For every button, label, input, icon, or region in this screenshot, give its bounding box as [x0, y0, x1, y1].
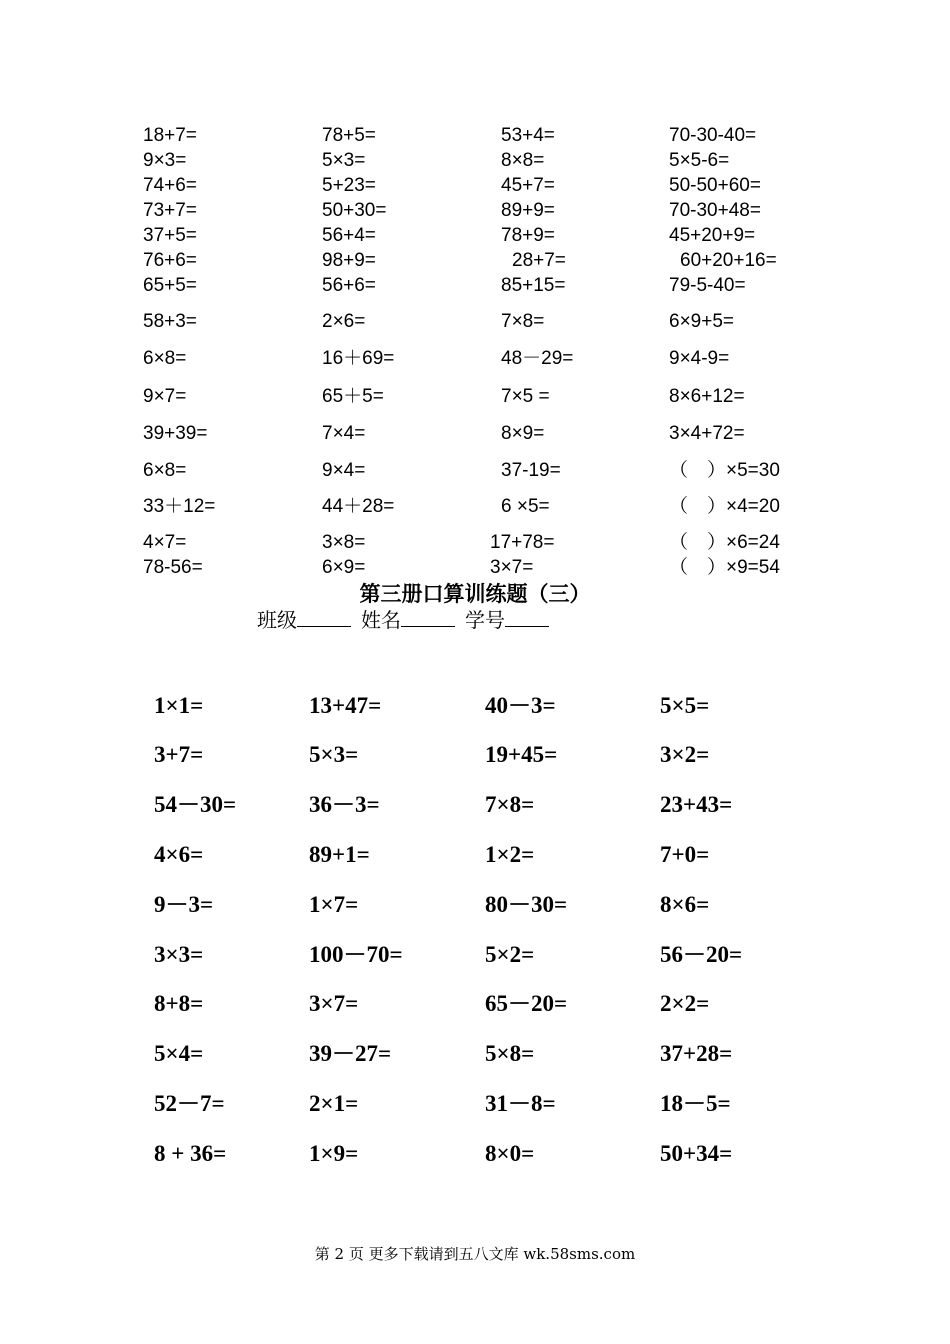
- exercise-item: 2×1=: [309, 1091, 359, 1116]
- exercise-item: 3×8=: [322, 532, 366, 553]
- exercise-item: 89+1=: [309, 842, 370, 867]
- exercise-item: 7+0=: [660, 842, 710, 867]
- exercise-row: [0, 459, 950, 483]
- exercise-item: 37+28=: [660, 1041, 733, 1066]
- exercise-item: 8+8=: [154, 991, 204, 1016]
- exercise-item: 56+6=: [322, 275, 376, 296]
- exercise-row: [0, 174, 950, 198]
- exercise-row: [0, 347, 950, 371]
- exercise-row: [0, 495, 950, 519]
- exercise-item: 5+23=: [322, 175, 376, 196]
- exercise-item: 65＋5=: [322, 386, 384, 407]
- class-blank[interactable]: [297, 606, 351, 627]
- exercise-item: 8 + 36=: [154, 1141, 227, 1166]
- exercise-item: 23+43=: [660, 792, 733, 817]
- exercise-item: 5×5=: [660, 693, 710, 718]
- exercise-row: [0, 556, 950, 580]
- exercise-item: 100－70=: [309, 942, 403, 967]
- exercise-item: 8×6=: [660, 892, 710, 917]
- exercise-row: [0, 531, 950, 555]
- exercise-item: 6×9+5=: [669, 311, 734, 332]
- exercise-item: 79-5-40=: [669, 275, 746, 296]
- exercise-item: 50+34=: [660, 1141, 733, 1166]
- exercise-item: 53+4=: [501, 125, 555, 146]
- exercise-item: 65+5=: [143, 275, 197, 296]
- exercise-item: 5×2=: [485, 942, 535, 967]
- name-label: 姓名: [361, 608, 401, 632]
- exercise-item: 89+9=: [501, 200, 555, 221]
- exercise-item: 98+9=: [322, 250, 376, 271]
- exercise-item: 78+5=: [322, 125, 376, 146]
- class-label: 班级: [257, 608, 297, 632]
- exercise-item: 52－7=: [154, 1091, 225, 1116]
- exercise-item: 78+9=: [501, 225, 555, 246]
- exercise-item: 36－3=: [309, 792, 380, 817]
- exercise-item: 18+7=: [143, 125, 197, 146]
- exercise-item: 8×9=: [501, 423, 545, 444]
- exercise-item: 7×8=: [485, 792, 535, 817]
- exercise-item: 16＋69=: [322, 348, 395, 369]
- exercise-item: 45+7=: [501, 175, 555, 196]
- exercise-item: 3×2=: [660, 742, 710, 767]
- exercise-item: （ ）×5=30: [669, 460, 780, 481]
- exercise-row: [0, 422, 950, 446]
- exercise-item: 9×4=: [322, 460, 366, 481]
- exercise-item: 2×2=: [660, 991, 710, 1016]
- exercise-item: 6×9=: [322, 557, 366, 578]
- exercise-row: [0, 224, 950, 248]
- exercise-row: [0, 149, 950, 173]
- exercise-item: 45+20+9=: [669, 225, 756, 246]
- exercise-item: 9×3=: [143, 150, 187, 171]
- exercise-item: 50+30=: [322, 200, 387, 221]
- exercise-item: 56－20=: [660, 942, 743, 967]
- exercise-item: 39－27=: [309, 1041, 392, 1066]
- exercise-item: 3×7=: [309, 991, 359, 1016]
- exercise-item: 18－5=: [660, 1091, 731, 1116]
- exercise-item: 1×2=: [485, 842, 535, 867]
- exercise-item: 56+4=: [322, 225, 376, 246]
- exercise-item: 7×4=: [322, 423, 366, 444]
- exercise-item: 2×6=: [322, 311, 366, 332]
- exercise-item: 76+6=: [143, 250, 197, 271]
- exercise-item: 13+47=: [309, 693, 382, 718]
- exercise-item: 5×4=: [154, 1041, 204, 1066]
- exercise-item: 1×9=: [309, 1141, 359, 1166]
- exercise-item: 48－29=: [501, 348, 574, 369]
- exercise-item: 3×4+72=: [669, 423, 745, 444]
- exercise-item: 3+7=: [154, 742, 204, 767]
- exercise-item: 19+45=: [485, 742, 558, 767]
- exercise-item: 5×8=: [485, 1041, 535, 1066]
- exercise-item: （ ）×6=24: [669, 532, 780, 553]
- exercise-item: 78-56=: [143, 557, 203, 578]
- exercise-item: （ ）×9=54: [669, 557, 780, 578]
- exercise-item: 1×7=: [309, 892, 359, 917]
- number-label: 学号: [465, 608, 505, 632]
- exercise-item: 8×6+12=: [669, 386, 745, 407]
- exercise-item: 58+3=: [143, 311, 197, 332]
- exercise-item: 6 ×5=: [501, 496, 550, 517]
- exercise-item: 4×6=: [154, 842, 204, 867]
- exercise-item: 37-19=: [501, 460, 561, 481]
- exercise-item: 8×8=: [501, 150, 545, 171]
- exercise-item: 80－30=: [485, 892, 568, 917]
- page-footer: 第 2 页 更多下载请到五八文库 wk.58sms.com: [314, 1245, 636, 1263]
- exercise-item: 8×0=: [485, 1141, 535, 1166]
- exercise-item: 3×3=: [154, 942, 204, 967]
- exercise-item: 7×5 =: [501, 386, 550, 407]
- exercise-row: [0, 249, 950, 273]
- worksheet-title: 第三册口算训练题（三）: [359, 581, 591, 606]
- exercise-row: [0, 274, 950, 298]
- exercise-item: 5×3=: [309, 742, 359, 767]
- exercise-item: 40－3=: [485, 693, 556, 718]
- exercise-item: 60+20+16=: [680, 250, 777, 271]
- exercise-item: 37+5=: [143, 225, 197, 246]
- exercise-item: 65－20=: [485, 991, 568, 1016]
- exercise-row: [0, 124, 950, 148]
- exercise-item: 6×8=: [143, 348, 187, 369]
- exercise-item: 70-30+48=: [669, 200, 761, 221]
- exercise-item: 9×4-9=: [669, 348, 730, 369]
- exercise-row: [0, 385, 950, 409]
- exercise-item: 74+6=: [143, 175, 197, 196]
- student-info-line: [257, 606, 559, 634]
- exercise-item: （ ）×4=20: [669, 496, 780, 517]
- exercise-item: 4×7=: [143, 532, 187, 553]
- exercise-item: 28+7=: [512, 250, 566, 271]
- exercise-item: 6×8=: [143, 460, 187, 481]
- exercise-item: 39+39=: [143, 423, 208, 444]
- name-blank[interactable]: [401, 606, 455, 627]
- exercise-item: 54－30=: [154, 792, 237, 817]
- exercise-item: 85+15=: [501, 275, 566, 296]
- exercise-item: 9×7=: [143, 386, 187, 407]
- exercise-row: [0, 199, 950, 223]
- exercise-item: 5×3=: [322, 150, 366, 171]
- exercise-item: 7×8=: [501, 311, 545, 332]
- exercise-item: 31－8=: [485, 1091, 556, 1116]
- exercise-item: 33＋12=: [143, 496, 216, 517]
- exercise-item: 73+7=: [143, 200, 197, 221]
- exercise-row: [0, 310, 950, 334]
- exercise-item: 44＋28=: [322, 496, 395, 517]
- exercise-item: 1×1=: [154, 693, 204, 718]
- exercise-item: 5×5-6=: [669, 150, 730, 171]
- exercise-item: 70-30-40=: [669, 125, 757, 146]
- exercise-item: 50-50+60=: [669, 175, 761, 196]
- exercise-item: 9－3=: [154, 892, 214, 917]
- exercise-item: 17+78=: [490, 532, 555, 553]
- number-blank[interactable]: [505, 606, 549, 627]
- exercise-item: 3×7=: [490, 557, 534, 578]
